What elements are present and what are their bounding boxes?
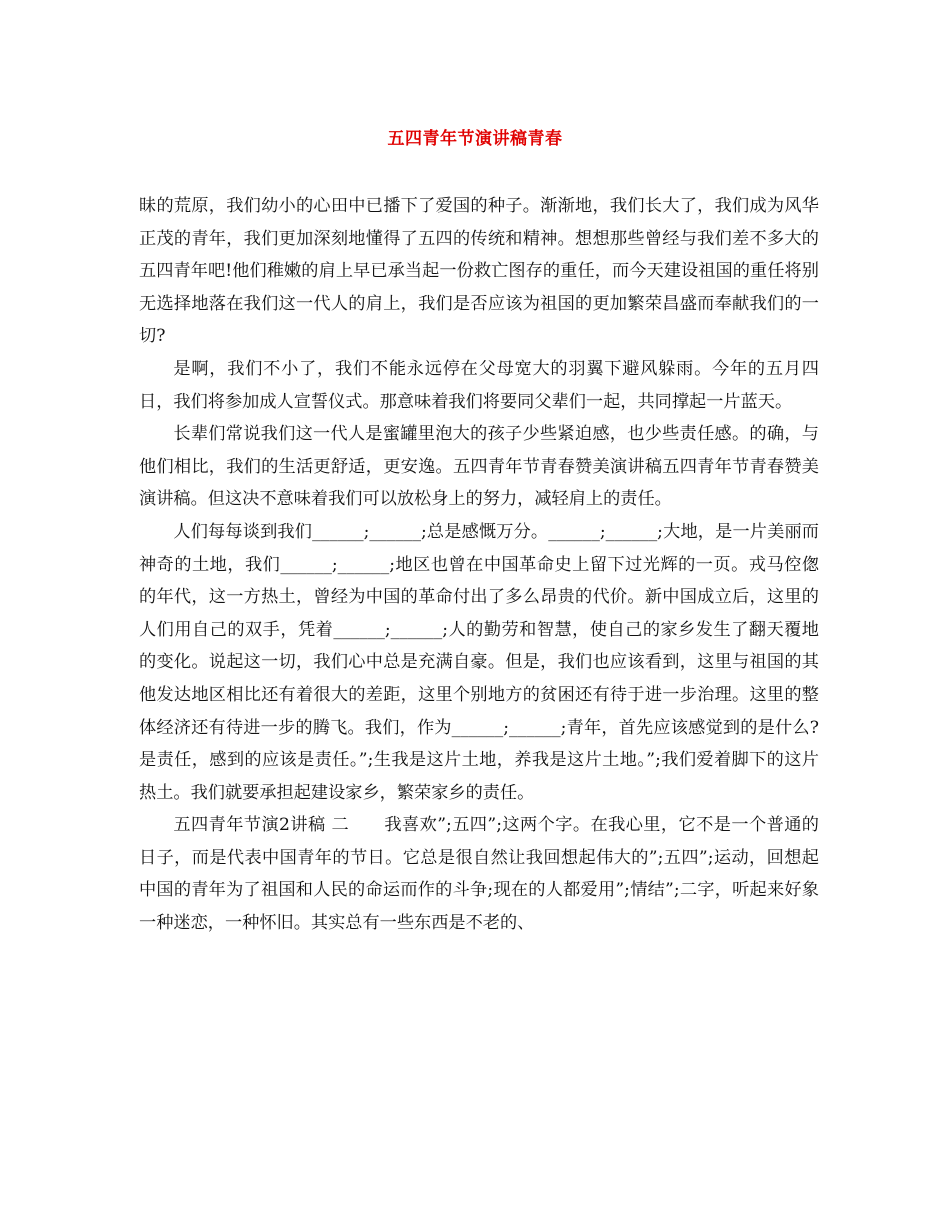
paragraph-4: 人们每每谈到我们______;______;总是感慨万分。______;______;大地，是一片美丽而神奇的土地，我们______;______;地区也曾在中国革命史上留下过光辉的一页。戎马倥偬的年代，这一方热土，曾经为中国的革命付出了多么昂贵的代价。新中国成立后，这里的人们用自己的双手，凭着______;______;人的勤劳和智慧，使自己的家乡发生了翻天覆地的变化。说起这一切，我们心中总是充满自豪。但是，我们也应该看到，这里与祖国的其他发达地区相比还有着很大的差距，这里个别地方的贫困还有待于进一步治理。这里的整体经济还有待进一步的腾飞。我们，作为______;______;青年，首先应该感觉到的是什么?是责任，感到的应该是责任。”;生我是这片土地，养我是这片土地。”;我们爱着脚下的这片热土。我们就要承担起建设家乡，繁荣家乡的责任。	[139, 521, 819, 803]
paragraph-3: 长辈们常说我们这一代人是蜜罐里泡大的孩子少些紧迫感，也少些责任感。的确，与他们相比，我们的生活更舒适，更安逸。五四青年节青春赞美演讲稿五四青年节青春赞美演讲稿。但这决不意味着我们可以放松身上的努力，减轻肩上的责任。	[139, 424, 819, 510]
paragraph-5: 五四青年节演2讲稿 二 我喜欢”;五四”;这两个字。在我心里，它不是一个普通的日子，而是代表中国青年的节日。它总是很自然让我回想起伟大的”;五四”;运动，回想起中国的青年为了祖国和人民的命运而作的斗争;现在的人都爱用”;情结”;二字，听起来好象一种迷恋，一种怀旧。其实总有一些东西是不老的、	[139, 815, 819, 934]
paragraph-2: 是啊，我们不小了，我们不能永远停在父母宽大的羽翼下避风躲雨。今年的五月四日，我们将参加成人宣誓仪式。那意味着我们将要同父辈们一起，共同撑起一片蓝天。	[139, 358, 819, 412]
document-body	[139, 190, 819, 940]
paragraph-1: 昧的荒原，我们幼小的心田中已播下了爱国的种子。渐渐地，我们长大了，我们成为风华正茂的青年，我们更加深刻地懂得了五四的传统和精神。想想那些曾经与我们差不多大的五四青年吧!他们稚嫩的肩上早已承当起一份救亡图存的重任，而今天建设祖国的重任将别无选择地落在我们这一代人的肩上，我们是否应该为祖国的更加繁荣昌盛而奉献我们的一切?	[139, 196, 819, 347]
document-title: 五四青年节演讲稿青春	[387, 129, 563, 149]
